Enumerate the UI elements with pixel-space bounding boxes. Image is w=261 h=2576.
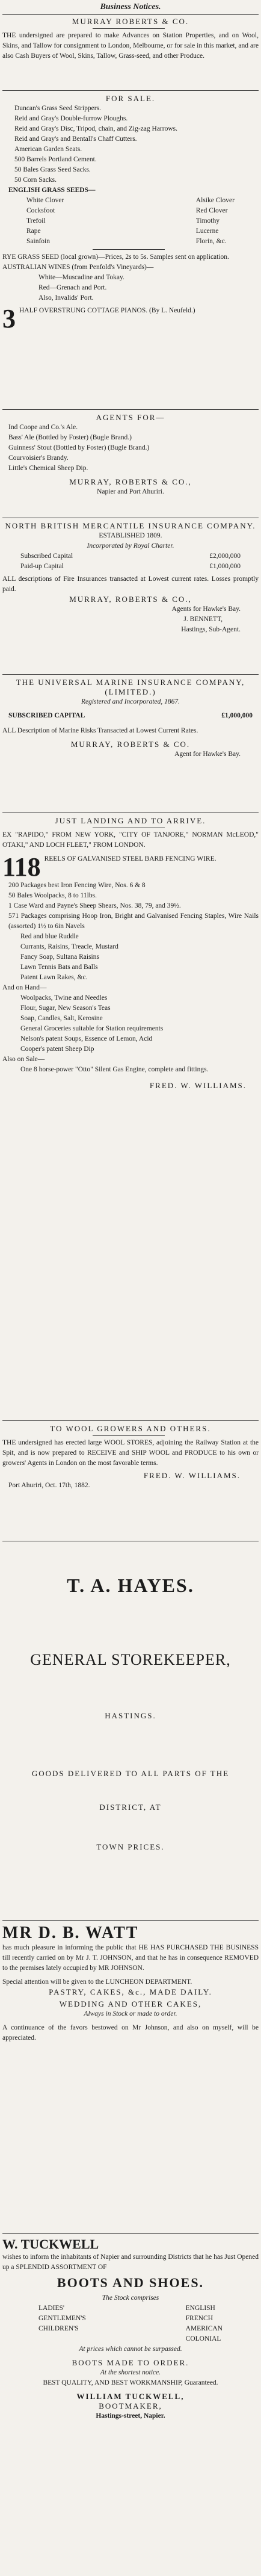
tuckwell-notice — [2, 2237, 259, 2574]
seed-item: Alsike Clover — [195, 197, 235, 204]
stock-intro: The Stock comprises — [102, 2294, 159, 2302]
subscribed-row — [2, 707, 259, 721]
firm-name: MURRAY, ROBERTS & CO. — [70, 740, 191, 749]
watt-special: Special attention will be given to the LUNCHEON DEPARTMENT. — [2, 1978, 192, 1986]
subagent-name: J. BENNETT, — [183, 616, 223, 623]
stock-item: AMERICAN — [185, 2325, 223, 2332]
established: ESTABLISHED 1809. — [99, 532, 162, 539]
seeds-right-column — [196, 196, 235, 247]
pianos-notice — [2, 304, 259, 333]
tuckwell-address: Hastings-street, Napier. — [96, 2412, 165, 2420]
shortest-notice: At the shortest notice. — [100, 2369, 161, 2376]
stock-item: FRENCH — [185, 2315, 213, 2322]
marine-body: ALL Description of Marine Risks Transacted at Lowest Current Rates. — [2, 727, 198, 734]
seed-item: Red Clover — [195, 207, 228, 214]
divider — [2, 409, 259, 410]
landing-subheading: And on Hand— — [2, 984, 47, 991]
tuckwell-prices: At prices which cannot be surpassed. — [79, 2345, 182, 2353]
landing-item: Soap, Candles, Salt, Kerosine — [20, 1015, 103, 1022]
wine-item: White—Muscadine and Tokay. — [38, 274, 124, 281]
capital-value: £2,000,000 — [209, 553, 241, 560]
sale-item: Reid and Gray's Disc, Tripod, chain, and Zig-zag Harrows. — [14, 125, 177, 132]
stock-columns — [2, 2303, 259, 2344]
just-landing-notice — [2, 816, 259, 1418]
company-title: NORTH BRITISH MERCANTILE INSURANCE COMPANY. — [5, 521, 256, 530]
divider — [93, 1435, 165, 1436]
landing-item: Nelson's patent Soups, Essence of Lemon, Acid — [20, 1035, 153, 1042]
registered: Registered and Incorporated, 1867. — [81, 698, 180, 705]
stock-item: LADIES' — [38, 2305, 64, 2312]
divider — [2, 14, 259, 15]
tuckwell-lead: W. TUCKWELL — [2, 2237, 99, 2252]
divider — [2, 1420, 259, 1421]
stock-item: COLONIAL — [185, 2335, 221, 2342]
hayes-title: GENERAL STOREKEEPER, — [30, 1651, 231, 1668]
watt-continuance: A continuance of the favors bestowed on Mr Johnson, and also on myself, will be appreciated. — [2, 2024, 259, 2042]
seed-item: Timothy — [195, 217, 220, 224]
capital-label: Subscribed Capital — [20, 553, 73, 560]
watt-wedding: WEDDING AND OTHER CAKES, — [59, 1999, 202, 2008]
notice-body: THE undersigned are prepared to make Advances on Station Properties, and on Wool, Skins, and Tallow for consignment to London, Melbourne, or for sale in this market, and are also Cash Buyers of Wool, Skins, Tallow, Grass-seed, and other Produce. — [2, 32, 259, 60]
subscribed-value: £1,000,000 — [221, 712, 253, 719]
landing-item: Flour, Sugar, New Season's Teas — [20, 1005, 111, 1012]
paid-label: Paid-up Capital — [20, 563, 64, 570]
landing-item: Red and blue Ruddle — [20, 933, 79, 940]
seed-item: Lucerne — [195, 228, 219, 235]
landing-item: Cooper's patent Sheep Dip — [20, 1045, 94, 1053]
wool-body: THE undersigned has erected large WOOL STORES, adjoining the Railway Station at the Spit, and is now prepared to RECEIVE and SHIP WOOL and PRODUCE to his own or growers' Agents in London on the most favorable terms. — [2, 1439, 259, 1467]
pianos-count: 3 — [2, 304, 16, 333]
sale-item: American Garden Seats. — [14, 146, 82, 153]
wine-item: Red—Grenach and Port. — [38, 284, 107, 291]
sale-item: Duncan's Grass Seed Strippers. — [14, 105, 101, 112]
agents-line: Agents for Hawke's Bay. — [171, 605, 241, 613]
stock-item: ENGLISH — [185, 2305, 215, 2312]
seeds-left-column — [26, 196, 64, 247]
landing-subheading: Also on Sale— — [2, 1056, 45, 1063]
watt-notice — [2, 1924, 259, 2231]
wool-title: TO WOOL GROWERS AND OTHERS. — [50, 1424, 211, 1433]
signature: FRED. W. WILLIAMS. — [143, 1471, 241, 1480]
tuckwell-name: WILLIAM TUCKWELL, — [76, 2392, 185, 2401]
divider — [93, 28, 165, 29]
for-sale-title: FOR SALE. — [105, 94, 156, 103]
seed-item: Florin, &c. — [195, 238, 227, 245]
seeds-title: ENGLISH GRASS SEEDS— — [8, 187, 96, 194]
paid-row — [2, 562, 259, 572]
tuckwell-body: wishes to inform the inhabitants of Napier and surrounding Districts that he has Just Opened up a SPLENDID ASSORTMENT OF — [2, 2253, 259, 2271]
landing-item: General Groceries suitable for Station requirements — [20, 1025, 164, 1032]
wine-item: Also, Invalids' Port. — [38, 294, 94, 302]
firm-address: Napier and Port Ahuriri. — [97, 488, 164, 495]
hayes-body: GOODS DELIVERED TO ALL PARTS OF THE — [31, 1769, 230, 1778]
reels-notice — [2, 852, 259, 882]
signature: FRED. W. WILLIAMS. — [149, 1081, 247, 1090]
agents-notice — [2, 413, 259, 515]
landing-item: Fancy Soap, Sultana Raisins — [20, 953, 99, 961]
divider — [2, 2233, 259, 2234]
seed-item: Trefoil — [26, 217, 46, 224]
sale-item: 50 Bales Grass Seed Sacks. — [14, 166, 91, 173]
subagent: Hastings, Sub-Agent. — [181, 626, 241, 633]
sale-item: 50 Corn Sacks. — [14, 176, 57, 184]
section-header: Business Notices. — [100, 2, 161, 11]
landing-item: Woolpacks, Twine and Needles — [20, 994, 108, 1002]
divider — [2, 90, 259, 91]
watt-always: Always in Stock or made to order. — [84, 2010, 177, 2017]
hayes-body2: DISTRICT, AT — [99, 1803, 162, 1812]
watt-body: has much pleasure in informing the public that HE HAS PURCHASED THE BUSINESS till recently carried on by Mr J. T. JOHNSON, and that he has in consequence REMOVED to the premises lately occupied by MR JOHNSON. — [2, 1944, 259, 1972]
north-british-notice — [2, 521, 259, 672]
landing-item: 571 Packages comprising Hoop Iron, Bright and Galvanised Fencing Staples, Wire Nails (assorted) 1½ to 6in Navels — [8, 912, 259, 930]
divider — [93, 249, 165, 250]
hayes-prices: TOWN PRICES. — [96, 1842, 165, 1851]
firm-name: MURRAY ROBERTS & CO. — [72, 17, 189, 26]
sale-item: Reid and Gray's and Bentall's Chaff Cutters. — [14, 135, 137, 143]
to-order: BOOTS MADE TO ORDER. — [72, 2358, 189, 2367]
stock-right-column — [186, 2303, 223, 2344]
watt-pastry: PASTRY, CAKES, &c., MADE DAILY. — [49, 1987, 212, 1996]
stock-left-column — [38, 2303, 86, 2344]
wool-growers-notice — [2, 1424, 259, 1538]
seed-item: White Clover — [26, 197, 64, 204]
agent-item: Ind Coope and Co.'s Ale. — [8, 424, 78, 431]
landing-item: 50 Bales Woolpacks, 8 to 11lbs. — [8, 892, 97, 899]
sale-item: 500 Barrels Portland Cement. — [14, 156, 97, 163]
agents-title: AGENTS FOR— — [96, 413, 165, 422]
hayes-name: T. A. HAYES. — [67, 1574, 194, 1596]
fire-insurance-body: ALL descriptions of Fire Insurances transacted at Lowest current rates. Losses promptly paid. — [2, 575, 259, 593]
divider — [2, 674, 259, 675]
agent-item: Bass' Ale (Bottled by Foster) (Bugle Brand.) — [8, 434, 132, 441]
landing-item: 200 Packages best Iron Fencing Wire, Nos. 6 & 8 — [8, 882, 146, 889]
stock-item: CHILDREN'S — [38, 2325, 79, 2332]
date-line: Port Ahuriri, Oct. 17th, 1882. — [8, 1482, 90, 1489]
hayes-notice — [2, 1544, 259, 1918]
sale-item: Reid and Gray's Double-furrow Ploughs. — [14, 115, 128, 122]
reels-text: REELS OF GALVANISED STEEL BARB FENCING WIRE. — [44, 855, 216, 862]
watt-initials: MR D. B. WATT — [2, 1924, 139, 1942]
landing-item: Patent Lawn Rakes, &c. — [20, 974, 88, 981]
wines-title: AUSTRALIAN WINES (from Penfold's Vineyards)— — [2, 264, 154, 271]
firm-name: MURRAY, ROBERTS & CO., — [69, 477, 192, 486]
subscribed-label: SUBSCRIBED CAPITAL — [8, 712, 85, 719]
incorporated: Incorporated by Royal Charter. — [87, 542, 174, 550]
capital-row — [2, 551, 259, 562]
seed-item: Rape — [26, 228, 41, 235]
agents-line: Agent for Hawke's Bay. — [174, 751, 241, 758]
for-sale-notice — [2, 94, 259, 407]
company-title: THE UNIVERSAL MARINE INSURANCE COMPANY, (LIMITED.) — [16, 678, 245, 696]
landing-item: One 8 horse-power "Otto" Silent Gas Engine, complete and fittings. — [20, 1066, 209, 1073]
tuckwell-trade: BOOTMAKER, — [99, 2401, 162, 2410]
pianos-text: HALF OVERSTRUNG COTTAGE PIANOS. (By L. Neufeld.) — [19, 307, 195, 314]
paid-value: £1,000,000 — [209, 563, 241, 570]
tuckwell-boots: BOOTS AND SHOES. — [57, 2275, 204, 2290]
seeds-columns — [2, 196, 259, 247]
hayes-place: HASTINGS. — [105, 1711, 156, 1720]
seed-item: Cocksfoot — [26, 207, 55, 214]
landing-item: Lawn Tennis Bats and Balls — [20, 964, 98, 971]
divider — [2, 1920, 259, 1921]
landing-item: Currants, Raisins, Treacle, Mustard — [20, 943, 118, 950]
ships-line: EX "RAPIDO," FROM NEW YORK, "CITY OF TANJORE," NORMAN McLEOD," OTAKI," AND LOCH FLEET," FROM LONDON. — [2, 831, 259, 849]
stock-item: GENTLEMEN'S — [38, 2315, 86, 2322]
reels-count: 118 — [2, 852, 41, 882]
agent-item: Guinness' Stout (Bottled by Foster) (Bugle Brand.) — [8, 444, 150, 451]
seed-item: Sainfoin — [26, 238, 50, 245]
best-quality: BEST QUALITY, AND BEST WORKMANSHIP, Guaranteed. — [43, 2379, 218, 2386]
marine-notice — [2, 678, 259, 810]
firm-name: MURRAY, ROBERTS & CO., — [69, 595, 192, 604]
agent-item: Courvoisier's Brandy. — [8, 454, 69, 462]
rye-grass: RYE GRASS SEED (local grown)—Prices, 2s to 5s. Samples sent on application. — [2, 253, 229, 261]
agent-item: Little's Chemical Sheep Dip. — [8, 465, 88, 472]
murray-wool-notice — [2, 17, 259, 89]
landing-item: 1 Case Ward and Payne's Sheep Shears, Nos. 38, 79, and 39½. — [8, 902, 181, 909]
landing-title: JUST LANDING AND TO ARRIVE. — [55, 816, 206, 825]
